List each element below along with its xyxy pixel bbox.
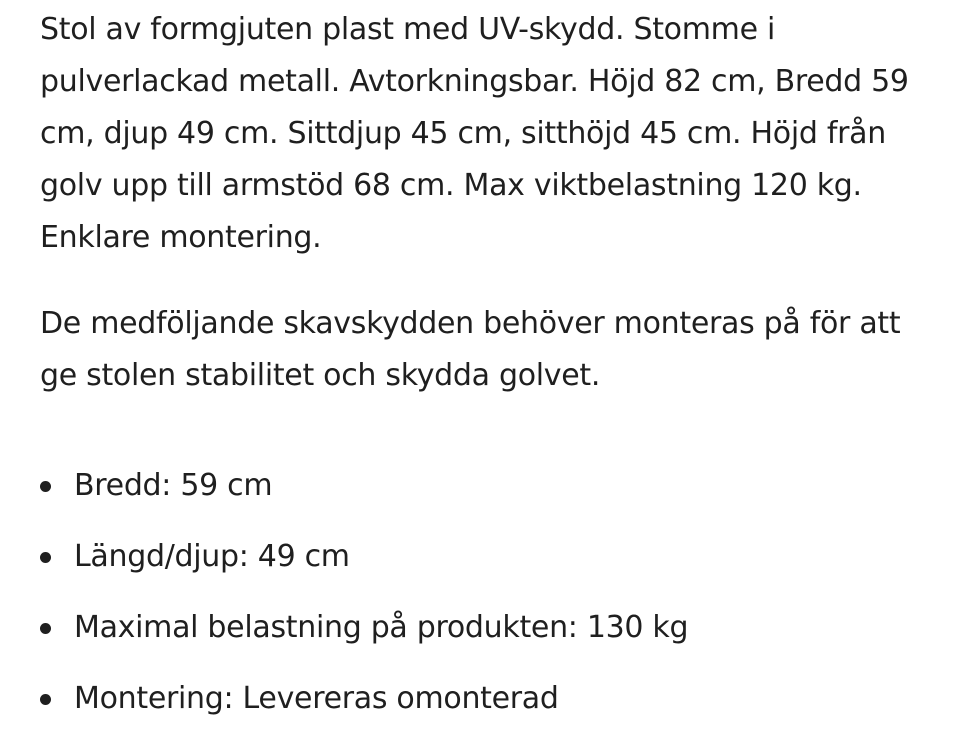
spec-text: Längd/djup: 49 cm: [74, 539, 350, 574]
list-item: [40, 460, 940, 512]
product-description: [40, 4, 940, 744]
description-paragraph: De medföljande skavskydden behöver monteras på för att ge stolen stabilitet och skydda golvet.: [40, 306, 901, 393]
spec-text: Maximal belastning på produkten: 130 kg: [74, 610, 689, 645]
list-item: [40, 531, 940, 583]
bullet-icon: [40, 552, 51, 563]
list-item: [40, 602, 940, 654]
spec-text: Montering: Levereras omonterad: [74, 681, 559, 716]
bullet-icon: [40, 694, 51, 705]
spec-list: [40, 460, 940, 725]
bullet-icon: [40, 623, 51, 634]
bullet-icon: [40, 481, 51, 492]
list-item: [40, 673, 940, 725]
spec-text: Bredd: 59 cm: [74, 468, 273, 503]
description-paragraph: Stol av formgjuten plast med UV-skydd. Stomme i pulverlackad metall. Avtorkningsbar. Höjd 82 cm, Bredd 59 cm, djup 49 cm. Sittdjup 45 cm, sitthöjd 45 cm. Höjd från golv upp till armstöd 68 cm. Max viktbelastning 120 kg. Enklare montering.: [40, 12, 909, 255]
